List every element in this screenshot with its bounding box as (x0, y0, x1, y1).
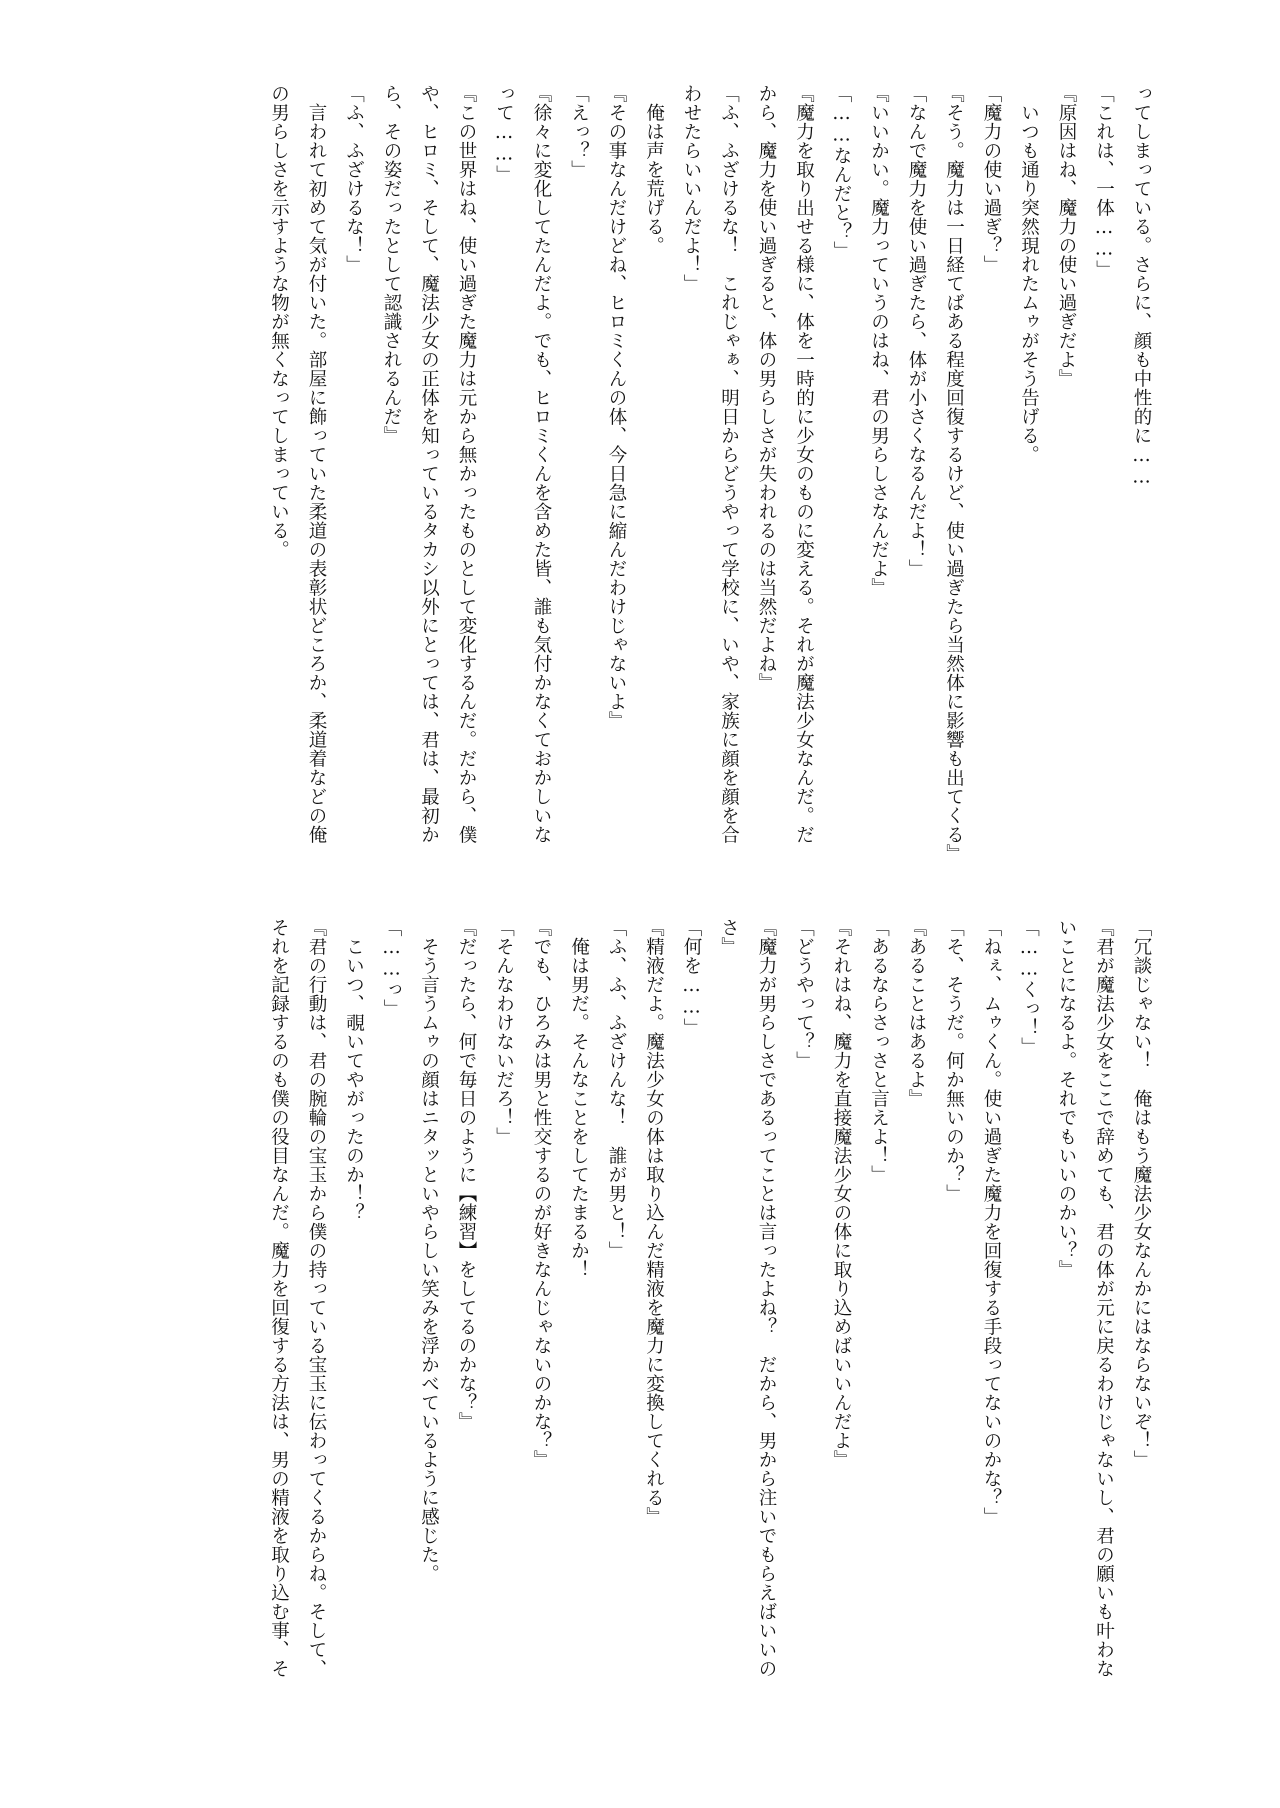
text-line: 「……なんだと？」 (831, 84, 852, 260)
text-line: こいつ、覗いてやがったのか！？ (343, 918, 365, 1222)
text-line: 『そう。魔力は一日経てばある程度回復するけど、使い過ぎたら当然体に影響も出てくる』 (943, 84, 965, 863)
text-line: 『魔力が男らしさであるってことは言ったよね？ だから、男から注いでもらえばいいの (756, 918, 777, 1678)
text-line: そう言うムゥの顔はニタッといやらしい笑みを浮かべているように感じた。 (418, 918, 440, 1583)
text-line: 『君が魔法少女をここで辞めても、君の体が元に戻るわけじゃないし、君の願いも叶わな (1093, 918, 1115, 1678)
text-line: 「そんなわけないだろ！」 (493, 918, 515, 1146)
text-line: 俺は声を荒げる。 (643, 84, 665, 255)
vertical-text-upper (120, 84, 1160, 894)
text-line: 『この世界はね、使い過ぎた魔力は元から無かったものとして変化するんだ。だから、僕 (456, 84, 477, 844)
text-line: 「あるならさっさと言えよ！」 (868, 918, 890, 1184)
text-line: 「えっ？」 (568, 84, 590, 179)
text-line: って……」 (493, 84, 515, 184)
text-line: 『魔力を取り出せる様に、体を一時的に少女のものに変える。それが魔法少女なんだ。だ (793, 84, 815, 844)
text-line: 『徐々に変化してたんだよ。でも、ヒロミくんを含めた皆、誰も気付かなくておかしいな (531, 84, 552, 844)
text-line: 「これは、一体……」 (1093, 84, 1115, 279)
text-line: 『それはね、魔力を直接魔法少女の体に取り込めばいいんだよ』 (831, 918, 852, 1469)
vertical-text-lower (120, 918, 1160, 1728)
text-block-upper (120, 84, 1160, 894)
text-block-lower (120, 918, 1160, 1728)
text-line: 「何を……」 (681, 918, 702, 1037)
text-line: ってしまっている。さらに、顔も中性的に…… (1131, 84, 1152, 488)
text-line: 『だったら、何で毎日のように【練習】をしてるのかな？』 (456, 918, 477, 1431)
text-line: 『君の行動は、君の腕輪の宝玉から僕の持っている宝玉に伝わってくるからね。そして、 (306, 918, 327, 1678)
text-line: 「なんで魔力を使い過ぎたら、体が小さくなるんだよ！」 (906, 84, 927, 578)
text-line: いことになるよ。それでもいいのかい？』 (1056, 918, 1077, 1279)
text-line: 「ふ、ふ、ふざけんな！ 誰が男と！」 (606, 918, 627, 1260)
text-line: ら、その姿だったとして認識されるんだ』 (381, 84, 402, 445)
text-line: 「ふ、ふざけるな！ これじゃぁ、明日からどうやって学校に、いや、家族に顔を顔を合 (718, 84, 740, 844)
text-line: の男らしさを示すような物が無くなってしまっている。 (268, 84, 290, 559)
text-line: や、ヒロミ、そして、魔法少女の正体を知っているタカシ以外にとっては、君は、最初か (418, 84, 440, 844)
text-line: 「……くっ！」 (1018, 918, 1040, 1056)
text-line: 「冗談じゃない！ 俺はもう魔法少女なんかにはならないぞ！」 (1131, 918, 1152, 1469)
text-line: 『でも、ひろみは男と性交するのが好きなんじゃないのかな？』 (531, 918, 552, 1469)
text-line: さ』 (718, 918, 740, 956)
text-line: 「ねぇ、ムゥくん。使い過ぎた魔力を回復する手段ってないのかな？」 (981, 918, 1002, 1526)
text-line: 「魔力の使い過ぎ？」 (981, 84, 1002, 274)
text-line: から、魔力を使い過ぎると、体の男らしさが失われるのは当然だよね』 (756, 84, 777, 692)
text-line: 俺は男だ。そんなことをしてたまるか！ (568, 918, 590, 1279)
text-line: 『あることはあるよ』 (906, 918, 927, 1108)
text-line: 『いいかい。魔力っていうのはね、君の男らしさなんだよ』 (868, 84, 890, 597)
text-line: 「どうやって？」 (793, 918, 815, 1070)
text-line: 「……っ」 (381, 918, 402, 1018)
text-line: 言われて初めて気が付いた。部屋に飾っていた柔道の表彰状どころか、柔道着などの俺 (306, 84, 327, 844)
text-line: 「そ、そうだ。何か無いのか？」 (943, 918, 965, 1203)
text-line: 「ふ、ふざけるな！」 (343, 84, 365, 274)
text-line: 『精液だよ。魔法少女の体は取り込んだ精液を魔力に変換してくれる』 (643, 918, 665, 1526)
text-line: それを記録するのも僕の役目なんだ。魔力を回復する方法は、男の精液を取り込む事、そ (268, 918, 290, 1678)
text-line: 『その事なんだけどね、ヒロミくんの体、今日急に縮んだわけじゃないよ』 (606, 84, 627, 730)
text-line: わせたらいいんだよ！」 (681, 84, 702, 293)
text-line: 『原因はね、魔力の使い過ぎだよ』 (1056, 84, 1077, 388)
text-line: いつも通り突然現れたムゥがそう告げる。 (1018, 84, 1040, 464)
